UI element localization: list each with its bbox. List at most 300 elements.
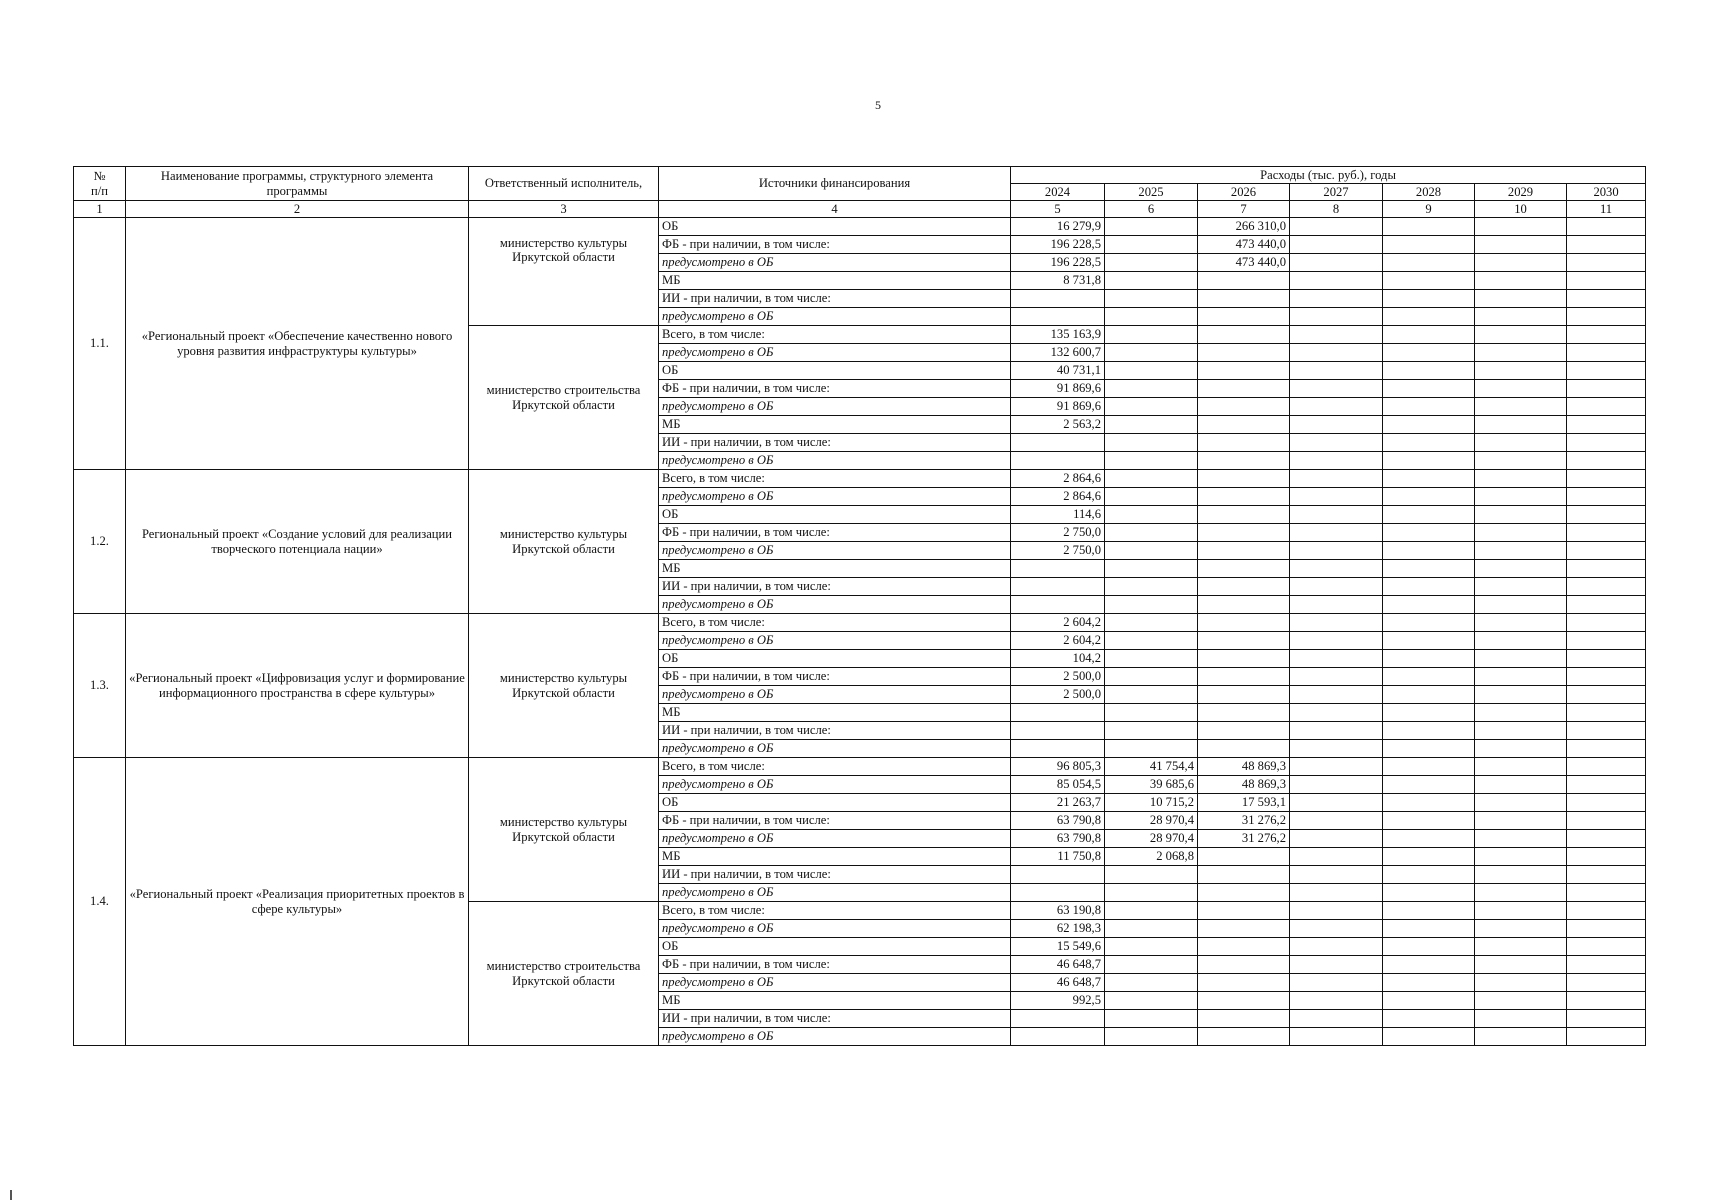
- amount-2029: [1475, 524, 1567, 542]
- amount-2028: [1383, 380, 1475, 398]
- amount-2030: [1567, 812, 1646, 830]
- amount-2029: [1475, 470, 1567, 488]
- amount-2027: [1290, 902, 1383, 920]
- amount-2029: [1475, 578, 1567, 596]
- amount-2027: [1290, 794, 1383, 812]
- funding-source: Всего, в том числе:: [659, 758, 1011, 776]
- amount-2029: [1475, 902, 1567, 920]
- funding-source: предусмотрено в ОБ: [659, 884, 1011, 902]
- funding-source: предусмотрено в ОБ: [659, 344, 1011, 362]
- amount-2030: [1567, 776, 1646, 794]
- amount-2027: [1290, 812, 1383, 830]
- amount-2030: [1567, 614, 1646, 632]
- amount-2026: [1198, 848, 1290, 866]
- amount-2024: [1011, 308, 1105, 326]
- funding-source: ОБ: [659, 506, 1011, 524]
- amount-2027: [1290, 488, 1383, 506]
- amount-2025: [1105, 722, 1198, 740]
- executor-name: министерство строительства Иркутской области: [469, 326, 659, 470]
- amount-2024: 16 279,9: [1011, 218, 1105, 236]
- amount-2026: 266 310,0: [1198, 218, 1290, 236]
- amount-2027: [1290, 470, 1383, 488]
- amount-2027: [1290, 1010, 1383, 1028]
- executor-name: министерство культуры Иркутской области: [469, 218, 659, 326]
- amount-2027: [1290, 920, 1383, 938]
- amount-2025: [1105, 524, 1198, 542]
- amount-2027: [1290, 704, 1383, 722]
- project-number: 1.1.: [74, 218, 126, 470]
- amount-2030: [1567, 596, 1646, 614]
- amount-2026: 48 869,3: [1198, 776, 1290, 794]
- amount-2026: [1198, 362, 1290, 380]
- amount-2029: [1475, 560, 1567, 578]
- amount-2029: [1475, 722, 1567, 740]
- funding-source: ФБ - при наличии, в том числе:: [659, 668, 1011, 686]
- funding-source: предусмотрено в ОБ: [659, 542, 1011, 560]
- amount-2025: [1105, 236, 1198, 254]
- amount-2028: [1383, 398, 1475, 416]
- amount-2027: [1290, 272, 1383, 290]
- amount-2026: [1198, 722, 1290, 740]
- amount-2026: [1198, 740, 1290, 758]
- amount-2027: [1290, 866, 1383, 884]
- amount-2025: [1105, 506, 1198, 524]
- funding-source: предусмотрено в ОБ: [659, 1028, 1011, 1046]
- amount-2030: [1567, 236, 1646, 254]
- amount-2029: [1475, 632, 1567, 650]
- amount-2026: [1198, 650, 1290, 668]
- amount-2025: 10 715,2: [1105, 794, 1198, 812]
- amount-2026: [1198, 938, 1290, 956]
- amount-2024: 63 790,8: [1011, 812, 1105, 830]
- amount-2027: [1290, 992, 1383, 1010]
- amount-2029: [1475, 380, 1567, 398]
- amount-2024: 63 790,8: [1011, 830, 1105, 848]
- amount-2030: [1567, 488, 1646, 506]
- amount-2030: [1567, 722, 1646, 740]
- executor-name: министерство культуры Иркутской области: [469, 758, 659, 902]
- funding-source: ФБ - при наличии, в том числе:: [659, 236, 1011, 254]
- amount-2025: 39 685,6: [1105, 776, 1198, 794]
- amount-2024: 2 604,2: [1011, 614, 1105, 632]
- header-column-number: 3: [469, 201, 659, 218]
- amount-2029: [1475, 416, 1567, 434]
- amount-2029: [1475, 866, 1567, 884]
- amount-2025: [1105, 902, 1198, 920]
- amount-2024: 2 750,0: [1011, 524, 1105, 542]
- header-column-number: 8: [1290, 201, 1383, 218]
- amount-2024: 2 604,2: [1011, 632, 1105, 650]
- amount-2026: [1198, 380, 1290, 398]
- amount-2026: [1198, 326, 1290, 344]
- amount-2025: [1105, 884, 1198, 902]
- amount-2029: [1475, 1028, 1567, 1046]
- funding-source: ИИ - при наличии, в том числе:: [659, 1010, 1011, 1028]
- amount-2026: 48 869,3: [1198, 758, 1290, 776]
- amount-2027: [1290, 938, 1383, 956]
- table-header: [74, 167, 1646, 218]
- amount-2028: [1383, 902, 1475, 920]
- table-row: [74, 614, 1646, 632]
- header-year-2027: 2027: [1290, 184, 1383, 201]
- funding-source: ИИ - при наличии, в том числе:: [659, 434, 1011, 452]
- amount-2028: [1383, 794, 1475, 812]
- amount-2025: [1105, 272, 1198, 290]
- amount-2025: [1105, 398, 1198, 416]
- amount-2024: 196 228,5: [1011, 254, 1105, 272]
- amount-2028: [1383, 668, 1475, 686]
- amount-2027: [1290, 254, 1383, 272]
- amount-2025: [1105, 992, 1198, 1010]
- amount-2025: [1105, 1028, 1198, 1046]
- amount-2027: [1290, 686, 1383, 704]
- amount-2027: [1290, 848, 1383, 866]
- amount-2029: [1475, 992, 1567, 1010]
- amount-2027: [1290, 416, 1383, 434]
- header-year-2025: 2025: [1105, 184, 1198, 201]
- amount-2026: 473 440,0: [1198, 254, 1290, 272]
- funding-source: ФБ - при наличии, в том числе:: [659, 956, 1011, 974]
- amount-2029: [1475, 236, 1567, 254]
- amount-2025: [1105, 218, 1198, 236]
- amount-2030: [1567, 668, 1646, 686]
- amount-2029: [1475, 938, 1567, 956]
- amount-2025: [1105, 434, 1198, 452]
- funding-source: предусмотрено в ОБ: [659, 974, 1011, 992]
- amount-2024: [1011, 452, 1105, 470]
- amount-2025: [1105, 452, 1198, 470]
- amount-2028: [1383, 686, 1475, 704]
- amount-2024: 104,2: [1011, 650, 1105, 668]
- amount-2026: [1198, 578, 1290, 596]
- amount-2027: [1290, 452, 1383, 470]
- amount-2027: [1290, 524, 1383, 542]
- funding-source: предусмотрено в ОБ: [659, 398, 1011, 416]
- amount-2024: 2 864,6: [1011, 470, 1105, 488]
- amount-2029: [1475, 326, 1567, 344]
- amount-2029: [1475, 344, 1567, 362]
- amount-2029: [1475, 758, 1567, 776]
- funding-source: предусмотрено в ОБ: [659, 632, 1011, 650]
- amount-2028: [1383, 632, 1475, 650]
- amount-2028: [1383, 560, 1475, 578]
- amount-2030: [1567, 344, 1646, 362]
- project-number: 1.4.: [74, 758, 126, 1046]
- amount-2026: [1198, 398, 1290, 416]
- amount-2027: [1290, 740, 1383, 758]
- amount-2024: 46 648,7: [1011, 956, 1105, 974]
- amount-2030: [1567, 938, 1646, 956]
- funding-source: МБ: [659, 704, 1011, 722]
- amount-2030: [1567, 758, 1646, 776]
- amount-2029: [1475, 488, 1567, 506]
- funding-source: ОБ: [659, 794, 1011, 812]
- amount-2028: [1383, 974, 1475, 992]
- header-column-number: 1: [74, 201, 126, 218]
- amount-2025: [1105, 938, 1198, 956]
- amount-2024: 2 750,0: [1011, 542, 1105, 560]
- funding-source: МБ: [659, 416, 1011, 434]
- amount-2027: [1290, 578, 1383, 596]
- amount-2028: [1383, 578, 1475, 596]
- amount-2029: [1475, 506, 1567, 524]
- amount-2027: [1290, 956, 1383, 974]
- amount-2028: [1383, 326, 1475, 344]
- amount-2030: [1567, 380, 1646, 398]
- amount-2028: [1383, 470, 1475, 488]
- table-body: [74, 218, 1646, 1046]
- header-column-number: 11: [1567, 201, 1646, 218]
- amount-2028: [1383, 812, 1475, 830]
- amount-2024: [1011, 704, 1105, 722]
- amount-2024: 91 869,6: [1011, 398, 1105, 416]
- amount-2027: [1290, 830, 1383, 848]
- header-year-2024: 2024: [1011, 184, 1105, 201]
- amount-2030: [1567, 632, 1646, 650]
- amount-2028: [1383, 344, 1475, 362]
- amount-2028: [1383, 218, 1475, 236]
- project-name: «Региональный проект «Цифровизация услуг и формирование информационного пространства в сфере культуры»: [126, 614, 469, 758]
- amount-2024: 2 563,2: [1011, 416, 1105, 434]
- funding-source: МБ: [659, 848, 1011, 866]
- amount-2024: 2 864,6: [1011, 488, 1105, 506]
- amount-2024: 46 648,7: [1011, 974, 1105, 992]
- page-number: 5: [875, 98, 881, 112]
- amount-2030: [1567, 308, 1646, 326]
- amount-2028: [1383, 704, 1475, 722]
- amount-2029: [1475, 308, 1567, 326]
- amount-2028: [1383, 272, 1475, 290]
- amount-2030: [1567, 884, 1646, 902]
- amount-2028: [1383, 776, 1475, 794]
- amount-2030: [1567, 290, 1646, 308]
- project-number: 1.2.: [74, 470, 126, 614]
- funding-source: МБ: [659, 992, 1011, 1010]
- table-row: [74, 470, 1646, 488]
- amount-2029: [1475, 794, 1567, 812]
- amount-2024: 91 869,6: [1011, 380, 1105, 398]
- amount-2026: [1198, 272, 1290, 290]
- amount-2026: [1198, 506, 1290, 524]
- amount-2026: 17 593,1: [1198, 794, 1290, 812]
- amount-2025: [1105, 416, 1198, 434]
- funding-source: предусмотрено в ОБ: [659, 596, 1011, 614]
- amount-2030: [1567, 650, 1646, 668]
- amount-2024: 62 198,3: [1011, 920, 1105, 938]
- amount-2029: [1475, 614, 1567, 632]
- amount-2025: [1105, 704, 1198, 722]
- amount-2026: [1198, 452, 1290, 470]
- amount-2026: [1198, 434, 1290, 452]
- amount-2025: [1105, 326, 1198, 344]
- header-year-2029: 2029: [1475, 184, 1567, 201]
- amount-2029: [1475, 704, 1567, 722]
- funding-source: Всего, в том числе:: [659, 902, 1011, 920]
- amount-2028: [1383, 416, 1475, 434]
- amount-2024: 40 731,1: [1011, 362, 1105, 380]
- amount-2026: 31 276,2: [1198, 830, 1290, 848]
- amount-2030: [1567, 272, 1646, 290]
- amount-2028: [1383, 830, 1475, 848]
- amount-2029: [1475, 290, 1567, 308]
- amount-2026: [1198, 560, 1290, 578]
- amount-2026: [1198, 308, 1290, 326]
- amount-2029: [1475, 920, 1567, 938]
- amount-2026: [1198, 668, 1290, 686]
- amount-2025: [1105, 470, 1198, 488]
- amount-2027: [1290, 1028, 1383, 1046]
- amount-2027: [1290, 974, 1383, 992]
- project-name: «Региональный проект «Реализация приоритетных проектов в сфере культуры»: [126, 758, 469, 1046]
- funding-source: предусмотрено в ОБ: [659, 686, 1011, 704]
- amount-2026: [1198, 974, 1290, 992]
- funding-source: МБ: [659, 272, 1011, 290]
- amount-2024: 85 054,5: [1011, 776, 1105, 794]
- funding-source: ОБ: [659, 218, 1011, 236]
- amount-2026: [1198, 614, 1290, 632]
- amount-2030: [1567, 578, 1646, 596]
- amount-2028: [1383, 506, 1475, 524]
- amount-2028: [1383, 992, 1475, 1010]
- amount-2028: [1383, 758, 1475, 776]
- amount-2026: [1198, 470, 1290, 488]
- header-year-2030: 2030: [1567, 184, 1646, 201]
- amount-2030: [1567, 398, 1646, 416]
- amount-2027: [1290, 614, 1383, 632]
- funding-source: предусмотрено в ОБ: [659, 308, 1011, 326]
- amount-2025: [1105, 614, 1198, 632]
- amount-2029: [1475, 452, 1567, 470]
- financing-table: [73, 166, 1646, 1046]
- funding-source: ОБ: [659, 938, 1011, 956]
- amount-2025: [1105, 380, 1198, 398]
- amount-2025: [1105, 974, 1198, 992]
- amount-2026: [1198, 956, 1290, 974]
- amount-2025: [1105, 344, 1198, 362]
- funding-source: предусмотрено в ОБ: [659, 740, 1011, 758]
- amount-2030: [1567, 506, 1646, 524]
- amount-2028: [1383, 542, 1475, 560]
- amount-2028: [1383, 308, 1475, 326]
- amount-2024: 15 549,6: [1011, 938, 1105, 956]
- funding-source: ФБ - при наличии, в том числе:: [659, 380, 1011, 398]
- table-row: [74, 758, 1646, 776]
- funding-source: ИИ - при наличии, в том числе:: [659, 290, 1011, 308]
- amount-2027: [1290, 326, 1383, 344]
- header-column-number: 10: [1475, 201, 1567, 218]
- amount-2030: [1567, 524, 1646, 542]
- funding-source: предусмотрено в ОБ: [659, 488, 1011, 506]
- amount-2024: 114,6: [1011, 506, 1105, 524]
- amount-2026: [1198, 542, 1290, 560]
- amount-2024: [1011, 560, 1105, 578]
- amount-2028: [1383, 740, 1475, 758]
- amount-2030: [1567, 416, 1646, 434]
- amount-2027: [1290, 758, 1383, 776]
- amount-2026: [1198, 524, 1290, 542]
- amount-2027: [1290, 434, 1383, 452]
- amount-2029: [1475, 272, 1567, 290]
- funding-source: ИИ - при наличии, в том числе:: [659, 866, 1011, 884]
- amount-2026: [1198, 290, 1290, 308]
- funding-source: ФБ - при наличии, в том числе:: [659, 524, 1011, 542]
- header-funding-source: Источники финансирования: [659, 167, 1011, 201]
- amount-2025: [1105, 254, 1198, 272]
- header-column-number: 5: [1011, 201, 1105, 218]
- amount-2027: [1290, 236, 1383, 254]
- project-number: 1.3.: [74, 614, 126, 758]
- amount-2030: [1567, 902, 1646, 920]
- amount-2029: [1475, 686, 1567, 704]
- amount-2028: [1383, 722, 1475, 740]
- amount-2027: [1290, 884, 1383, 902]
- amount-2029: [1475, 812, 1567, 830]
- amount-2026: 473 440,0: [1198, 236, 1290, 254]
- amount-2029: [1475, 830, 1567, 848]
- header-program-name: Наименование программы, структурного элемента программы: [126, 167, 469, 201]
- amount-2029: [1475, 974, 1567, 992]
- amount-2024: 2 500,0: [1011, 686, 1105, 704]
- funding-source: предусмотрено в ОБ: [659, 776, 1011, 794]
- amount-2024: [1011, 1028, 1105, 1046]
- amount-2025: [1105, 290, 1198, 308]
- amount-2029: [1475, 884, 1567, 902]
- amount-2030: [1567, 740, 1646, 758]
- amount-2024: [1011, 722, 1105, 740]
- executor-name: министерство культуры Иркутской области: [469, 470, 659, 614]
- amount-2028: [1383, 1028, 1475, 1046]
- amount-2027: [1290, 218, 1383, 236]
- amount-2029: [1475, 218, 1567, 236]
- funding-source: ОБ: [659, 650, 1011, 668]
- amount-2030: [1567, 1010, 1646, 1028]
- amount-2024: [1011, 884, 1105, 902]
- amount-2025: [1105, 362, 1198, 380]
- amount-2030: [1567, 362, 1646, 380]
- amount-2024: 21 263,7: [1011, 794, 1105, 812]
- amount-2029: [1475, 362, 1567, 380]
- amount-2027: [1290, 308, 1383, 326]
- amount-2030: [1567, 254, 1646, 272]
- amount-2030: [1567, 560, 1646, 578]
- amount-2025: 28 970,4: [1105, 830, 1198, 848]
- amount-2025: [1105, 308, 1198, 326]
- amount-2028: [1383, 920, 1475, 938]
- amount-2024: [1011, 1010, 1105, 1028]
- funding-source: МБ: [659, 560, 1011, 578]
- amount-2024: [1011, 290, 1105, 308]
- amount-2030: [1567, 542, 1646, 560]
- header-expenses: Расходы (тыс. руб.), годы: [1011, 167, 1646, 184]
- funding-source: предусмотрено в ОБ: [659, 452, 1011, 470]
- amount-2030: [1567, 326, 1646, 344]
- scan-mark: [10, 1190, 12, 1200]
- amount-2024: 11 750,8: [1011, 848, 1105, 866]
- amount-2028: [1383, 884, 1475, 902]
- executor-name: министерство строительства Иркутской области: [469, 902, 659, 1046]
- amount-2025: [1105, 650, 1198, 668]
- amount-2029: [1475, 254, 1567, 272]
- amount-2030: [1567, 920, 1646, 938]
- project-name: «Региональный проект «Обеспечение качественно нового уровня развития инфраструктуры культуры»: [126, 218, 469, 470]
- amount-2026: [1198, 686, 1290, 704]
- amount-2030: [1567, 830, 1646, 848]
- amount-2024: [1011, 596, 1105, 614]
- header-column-number: 4: [659, 201, 1011, 218]
- amount-2028: [1383, 452, 1475, 470]
- amount-2028: [1383, 362, 1475, 380]
- amount-2024: [1011, 740, 1105, 758]
